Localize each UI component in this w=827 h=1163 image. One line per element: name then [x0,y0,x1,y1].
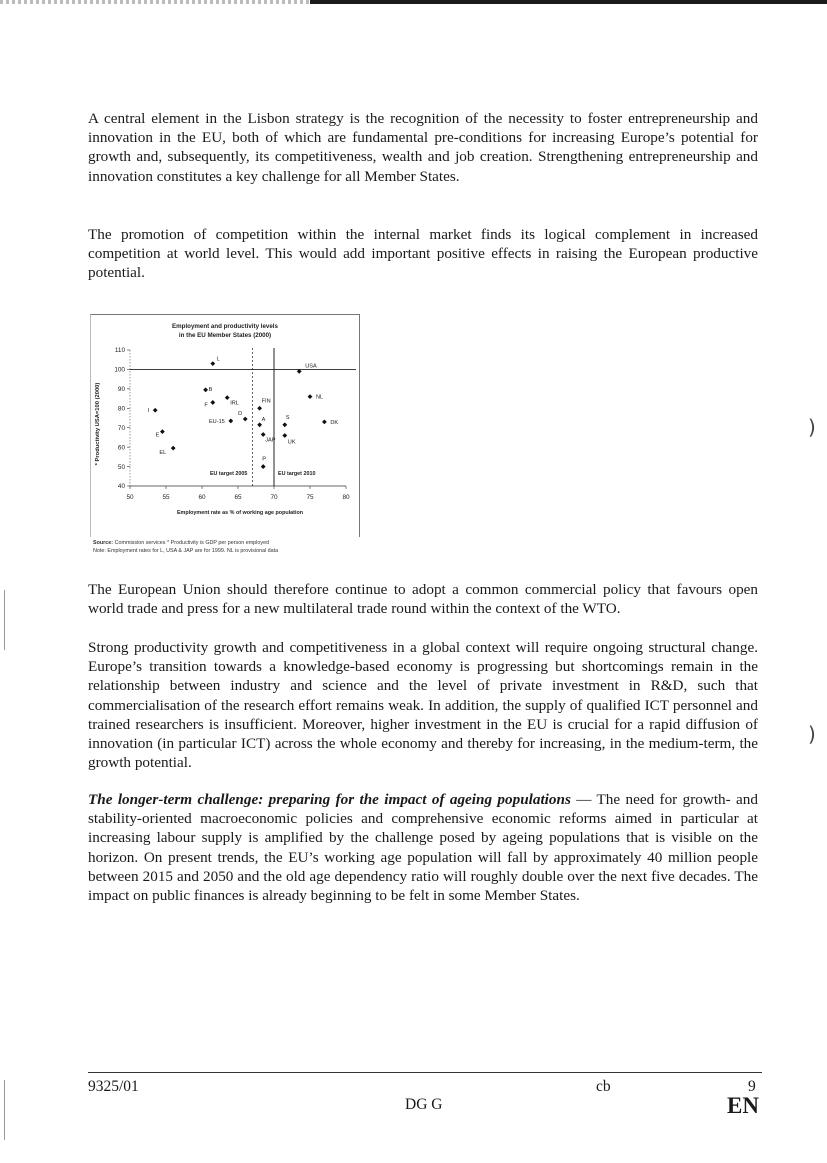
point-l [210,361,215,366]
scan-bracket-artifact: ) [808,415,816,439]
scan-margin-line [4,1080,5,1140]
footer-document-number: 9325/01 [88,1078,139,1095]
point-label-p: P [262,456,266,463]
x-tick-label: 75 [306,494,314,501]
point-label-el: EL [159,450,167,457]
point-label-i: I [147,408,150,415]
plot-layer [114,347,356,501]
point-label-eu-15: EU-15 [208,418,225,425]
point-label-irl: IRL [230,400,239,407]
point-eu-15 [228,419,233,424]
y-tick-label: 40 [117,483,125,491]
point-label-b: B [208,386,213,393]
y-tick-label: 100 [114,366,125,374]
footer-language: EN [727,1093,759,1118]
top-border-scan-artifact [0,0,310,4]
point-label-e: E [155,432,160,439]
point-p [261,464,266,469]
point-fin [257,406,262,411]
note-text: Note: Employment rates for L, USA & JAP are for 1999. NL is provisional data [93,548,279,554]
point-b [203,387,208,392]
point-label-a: A [261,416,266,423]
paragraph-ageing-populations [88,790,758,905]
chart-title: Employment and productivity levels [172,323,278,330]
x-tick-label: 80 [342,494,350,501]
y-tick-label: 60 [117,444,125,452]
point-d [243,417,248,422]
point-label-f: F [204,402,208,409]
source-label: Source: [93,540,114,546]
footer-directorate: DG G [405,1096,443,1113]
point-label-jap: JAP [265,437,276,444]
figure-source-note [93,539,278,555]
y-axis-label: * Productivity USA=100 (2000) [95,382,101,466]
eu-target-2005-label: EU target 2005 [209,471,248,477]
y-tick-label: 50 [117,463,125,471]
scan-margin-line [4,590,5,650]
chart-subtitle: in the EU Member States (2000) [178,332,272,339]
point-i [153,408,158,413]
paragraph-competition: The promotion of competition within the internal market finds its logical complement in increased competition at world level. This would add important positive effects in raising the European productive potential. [88,226,758,282]
paragraph-commercial-policy: The European Union should therefore continue to adopt a common commercial policy that favours open world trade and press for a new multilateral trade round within the context of the WTO. [88,581,758,618]
point-label-dk: DK [330,419,339,426]
point-f [210,400,215,405]
y-tick-label: 80 [117,405,125,413]
x-tick-label: 55 [162,494,170,501]
footer-initials: cb [596,1078,611,1095]
point-label-uk: UK [287,439,296,446]
footer-page-number: 9 [748,1078,756,1095]
point-a [257,422,262,427]
point-label-nl: NL [316,394,324,401]
ageing-heading: The longer-term challenge: preparing for the impact of ageing populations [88,791,571,808]
point-jap [261,432,266,437]
ageing-body: — The need for growth- and stability-oriented macroeconomic policies and comprehensive economic reforms aimed in particular at increasing labour supply is amplified by the challenge posed by ageing populations that is visible on the horizon. On present trends, the EU’s working age population will fall by approximately 40 million people between 2015 and 2050 and the old age dependency ratio will roughly double over the next five decades. The impact on public finances is already beginning to be felt in some Member States. [88,791,758,905]
point-label-s: S [285,414,290,421]
x-axis-label: Employment rate as % of working age population [176,510,304,516]
point-el [171,446,176,451]
paragraph-lisbon-strategy: A central element in the Lisbon strategy is the recognition of the necessity to foster entrepreneurship and innovation in the EU, both of which are fundamental pre-conditions for increasing Europe’s potential for growth and, subsequently, its competitiveness, wealth and job creation. Strengthening entrepreneurship and innovation constitutes a key challenge for all Member States. [88,110,758,185]
point-label-d: D [238,410,243,417]
x-tick-label: 65 [234,494,242,501]
point-uk [282,433,287,438]
x-tick-label: 50 [126,494,134,501]
employment-productivity-figure [90,314,360,562]
x-tick-label: 70 [270,494,278,501]
y-tick-label: 110 [114,347,125,355]
x-tick-label: 60 [198,494,206,501]
employment-productivity-chart [90,314,360,536]
y-tick-label: 90 [117,386,125,394]
scan-bracket-artifact: ) [808,722,816,746]
point-irl [225,395,230,400]
point-e [160,429,165,434]
footer-rule [88,1072,762,1073]
eu-target-2010-label: EU target 2010 [278,471,316,477]
paragraph-productivity-growth: Strong productivity growth and competitiveness in a global context will require ongoing structural change. Europe’s transition towards a knowledge-based economy is progressing but shortcomings remain in the relationship between industry and science and the level of private investment in R&D, such that commercialisation of the research effort remains weak. In addition, the supply of qualified ICT personnel and trained researchers is insufficient. Moreover, higher investment in the EU is crucial for a rapid diffusion of innovation (in particular ICT) across the whole economy and thereby for increasing, in the medium-term, the growth potential. [88,639,758,772]
point-label-usa: USA [305,363,317,370]
source-text: Commission services * Productivity is GDP per person employed [114,540,270,546]
point-label-fin: FIN [261,398,271,405]
point-label-l: L [216,356,220,363]
point-dk [322,419,327,424]
y-tick-label: 70 [117,424,125,432]
point-s [282,422,287,427]
point-nl [308,394,313,399]
